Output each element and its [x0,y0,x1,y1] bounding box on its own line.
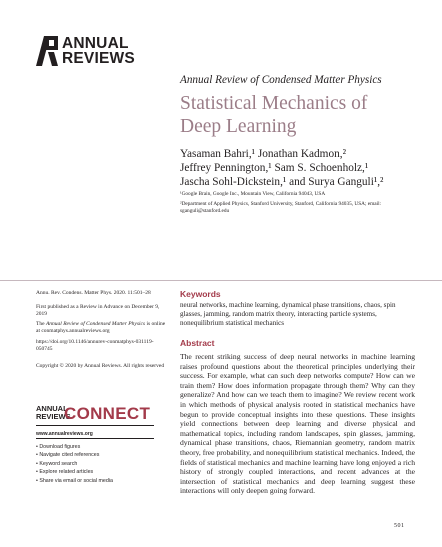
authors-line-1: Yasaman Bahri,¹ Jonathan Kadmon,² [180,148,346,160]
connect-divider-top [36,425,154,426]
connect-item: • Navigate cited references [36,451,113,459]
online-journal: Annual Review of Condensed Matter Physics [45,321,146,327]
abstract-text: The recent striking success of deep neural networks in machine learning raises profound questions about the theoretical principles underlying their success. For example, what can such deep networks compute? How can we train them? How does information propagate through them? Why can they generalize? And how can we teach them to imagine? We review recent work in which methods of physical analysis rooted in statistical mechanics have begun to provide conceptual insights into these questions. These insights yield connections between deep learning and diverse physical and mathematical topics, including random landscapes, spin glasses, jamming, dynamical phase transitions, chaos, Riemannian geometry, random matrix theory, free probability, and nonequilibrium statistical mechanics. Indeed, the fields of statistical mechanics and machine learning have long enjoyed a rich history of strongly coupled interactions, and recent advances at the intersection of statistical mechanics and deep learning suggest these interactions will only deepen going forward. [180,352,415,496]
affiliation-1: ¹Google Brain, Google Inc., Mountain View, California 94043, USA [180,191,326,197]
connect-item: • Explore related articles [36,468,113,476]
article-title [180,92,420,138]
connect-box[interactable] [36,405,171,515]
authors-line-2: Jeffrey Pennington,¹ Sam S. Schoenholz,¹ [180,162,369,174]
connect-reviews: REVIEWS [36,412,71,421]
publication-date: First published as a Review in Advance on December 9, 2019 [36,304,160,317]
connect-item: • Keyword search [36,460,113,468]
online-prefix: The [36,321,46,327]
online-notice [36,321,166,335]
title-line-2: Deep Learning [180,116,297,137]
logo-wordmark [62,36,135,66]
citation: Annu. Rev. Condens. Matter Phys. 2020. 11:501–28 [36,290,151,296]
connect-wordmark: CONNECT [64,404,151,423]
section-divider [0,280,442,281]
author-list [180,147,430,189]
keywords-text: neural networks, machine learning, dynamical phase transitions, chaos, spin glasses, jamming, random matrix theory, interacting particle systems, nonequilibrium statistical mechanics [180,301,396,327]
doi-link[interactable]: https://doi.org/10.1146/annurev-conmatphys-031119-050745 [36,339,154,352]
connect-item: • Share via email or social media [36,477,113,485]
title-line-1: Statistical Mechanics of [180,93,368,114]
keywords-heading: Keywords [180,289,221,299]
annual-reviews-mark-icon [36,36,58,66]
abstract-heading: Abstract [180,338,215,348]
connect-feature-list [36,443,113,485]
logo-line-1: ANNUAL [62,35,129,52]
connect-url[interactable]: www.annualreviews.org [36,431,93,437]
authors-line-3: Jascha Sohl-Dickstein,¹ and Surya Ganguli¹,² [180,176,384,188]
connect-annual: ANNUAL [36,404,68,413]
logo-line-2: REVIEWS [62,50,135,67]
connect-item: • Download figures [36,443,113,451]
online-suffix: is online at conmatphys.annualreviews.org [36,321,166,334]
page-number: 501 [394,523,405,529]
journal-name: Annual Review of Condensed Matter Physics [180,74,382,86]
connect-divider-bottom [36,438,154,439]
copyright: Copyright © 2020 by Annual Reviews. All rights reserved [36,363,165,369]
annual-reviews-logo [36,36,156,70]
affiliation-2: ²Department of Applied Physics, Stanford University, Stanford, California 94035, USA; email: sganguli@stanford.edu [180,201,382,214]
